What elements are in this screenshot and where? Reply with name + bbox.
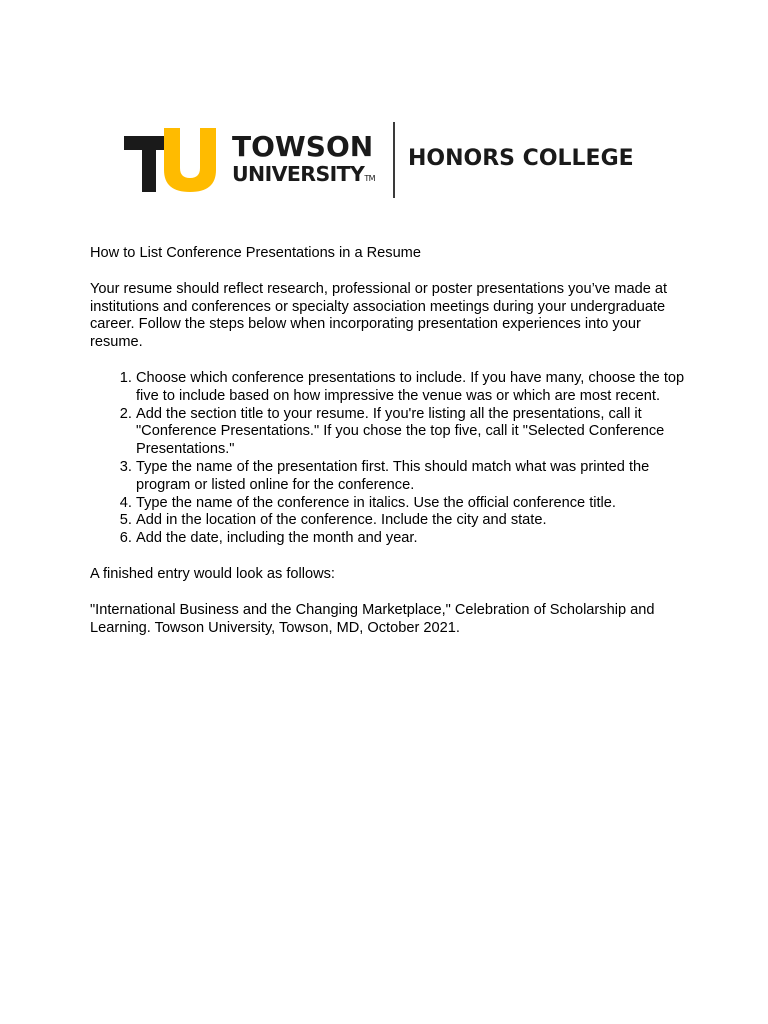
wordmark-university: UNIVERSITYTM: [232, 162, 375, 186]
list-item: 1. Choose which conference presentations to include. If you have many, choose the top five to include based on how impressive the venue was or which are most recent.: [136, 370, 690, 406]
example-entry: "International Business and the Changing Marketplace," Celebration of Scholarship and Learning. Towson University, Towson, MD, October 2021.: [90, 601, 655, 636]
intro-paragraph: Your resume should reflect research, professional or poster presentations you’ve made at institutions and conferences or specialty association meetings during your undergraduate career. Follow the steps below when incorporating presentation experiences into your resume.: [90, 280, 668, 351]
wordmark-towson: TOWSON: [232, 130, 374, 163]
honors-college-label: HONORS COLLEGE: [408, 146, 634, 171]
document-title: How to List Conference Presentations in a Resume: [90, 245, 421, 261]
tu-logo-icon: [124, 128, 220, 192]
trademark-symbol: TM: [364, 174, 375, 183]
list-item: 6. Add the date, including the month and year.: [136, 530, 690, 548]
list-item: 3. Type the name of the presentation first. This should match what was printed the program or listed online for the conference.: [136, 459, 690, 495]
logo-divider: [393, 122, 395, 198]
list-item: 2. Add the section title to your resume. If you're listing all the presentations, call it "Conference Presentations." If you chose the top five, call it "Selected Conference Presentations.": [136, 406, 690, 459]
list-item: 4. Type the name of the conference in italics. Use the official conference title.: [136, 495, 690, 513]
example-lead: A finished entry would look as follows:: [90, 565, 335, 582]
towson-university-wordmark: [232, 132, 392, 190]
document-body: [90, 245, 690, 637]
list-item: 5. Add in the location of the conference. Include the city and state.: [136, 512, 690, 530]
steps-list: [90, 370, 690, 548]
page-header: [124, 120, 654, 200]
